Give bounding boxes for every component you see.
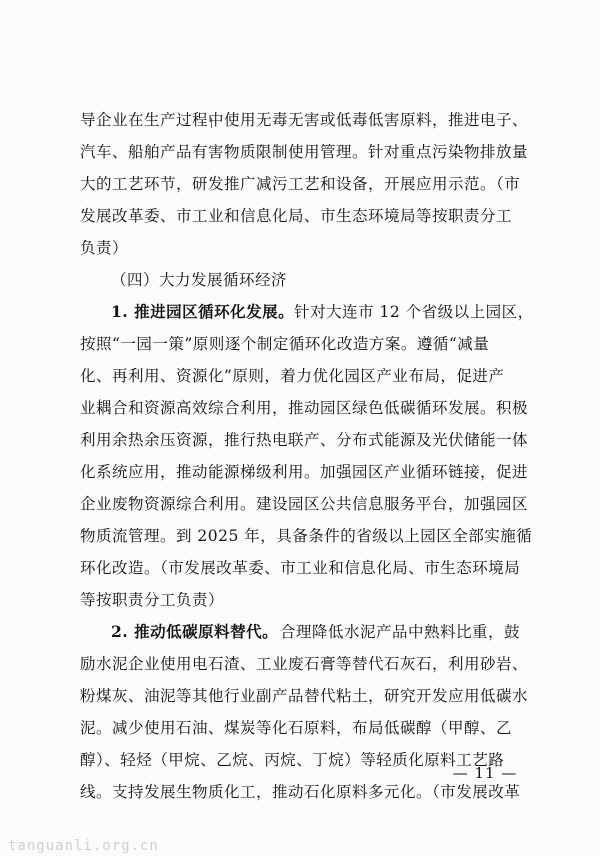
line-text: 等按职责分工负责） bbox=[80, 591, 225, 609]
text-line bbox=[80, 616, 520, 648]
line-text: 导企业在生产过程中使用无毒无害或低毒低害原料，推进电子、 bbox=[80, 111, 529, 129]
line-text: 醇）、轻烃（甲烷、乙烷、丙烷、丁烷）等轻质化原料工艺路 bbox=[80, 751, 505, 769]
text-line bbox=[80, 520, 533, 552]
line-text: 励水泥企业使用电石渣、工业废石膏等替代石灰石，利用砂岩、 bbox=[80, 655, 529, 673]
text-line bbox=[80, 488, 529, 520]
line-text: 针对大连市 12 个省级以上园区， bbox=[294, 303, 534, 321]
line-text: 环化改造。（市发展改革委、市工业和信息化局、市生态环境局 bbox=[80, 559, 521, 577]
text-line bbox=[80, 680, 529, 712]
text-line bbox=[80, 136, 529, 168]
line-text: 大的工艺环节，研发推广减污工艺和设备，开展应用示范。（市 bbox=[80, 175, 521, 193]
heading-text: （四）大力发展循环经济 bbox=[111, 271, 288, 289]
text-line bbox=[80, 712, 520, 744]
line-text: 负责） bbox=[80, 239, 129, 257]
text-line bbox=[80, 232, 520, 264]
text-line bbox=[80, 456, 529, 488]
line-text: 化、再利用、资源化”原则，着力优化园区产业布局，促进产 bbox=[80, 367, 505, 385]
line-text: 按照“一园一策”原则逐个制定循环化改造方案。遵循“减量 bbox=[80, 335, 490, 353]
text-line bbox=[80, 360, 520, 392]
section-heading bbox=[80, 264, 520, 296]
line-text: 线。支持发展生物质化工，推动石化原料多元化。（市发展改革 bbox=[80, 783, 521, 801]
line-text: 化系统应用，推动能源梯级利用。加强园区产业循环链接，促进 bbox=[80, 463, 529, 481]
text-line bbox=[80, 392, 529, 424]
line-text: 企业废物资源综合利用。建设园区公共信息服务平台，加强园区 bbox=[80, 495, 529, 513]
line-text: 泥。减少使用石油、煤炭等化石原料，布局低碳醇（甲醇、乙 bbox=[80, 719, 513, 737]
watermark: tanguanli.org.cn bbox=[8, 838, 159, 854]
line-text: 汽车、船舶产品有害物质限制使用管理。针对重点污染物排放量 bbox=[80, 143, 529, 161]
text-line bbox=[80, 328, 520, 360]
line-text: 业耦合和资源高效综合利用，推动园区绿色低碳循环发展。积极 bbox=[80, 399, 529, 417]
item-title: 2. 推动低碳原料替代。 bbox=[111, 622, 279, 641]
text-line bbox=[80, 552, 520, 584]
text-line bbox=[80, 104, 529, 136]
line-text: 利用余热余压资源，推行热电联产、分布式能源及光伏储能一体 bbox=[80, 431, 529, 449]
line-text: 物质流管理。到 2025 年，具备条件的省级以上园区全部实施循 bbox=[80, 527, 533, 545]
page-number: — 11 — bbox=[452, 764, 518, 782]
line-text: 发展改革委、市工业和信息化局、市生态环境局等按职责分工 bbox=[80, 207, 513, 225]
text-line bbox=[80, 424, 529, 456]
text-line bbox=[80, 584, 520, 616]
text-line bbox=[80, 200, 520, 232]
text-line bbox=[80, 648, 529, 680]
line-text: 合理降低水泥产品中熟料比重，鼓 bbox=[279, 623, 520, 641]
line-text: 粉煤灰、油泥等其他行业副产品替代粘土，研究开发应用低碳水 bbox=[80, 687, 529, 705]
text-line bbox=[80, 296, 534, 328]
document-body bbox=[80, 104, 534, 808]
text-line bbox=[80, 168, 520, 200]
item-title: 1. 推进园区循环化发展。 bbox=[111, 302, 295, 321]
